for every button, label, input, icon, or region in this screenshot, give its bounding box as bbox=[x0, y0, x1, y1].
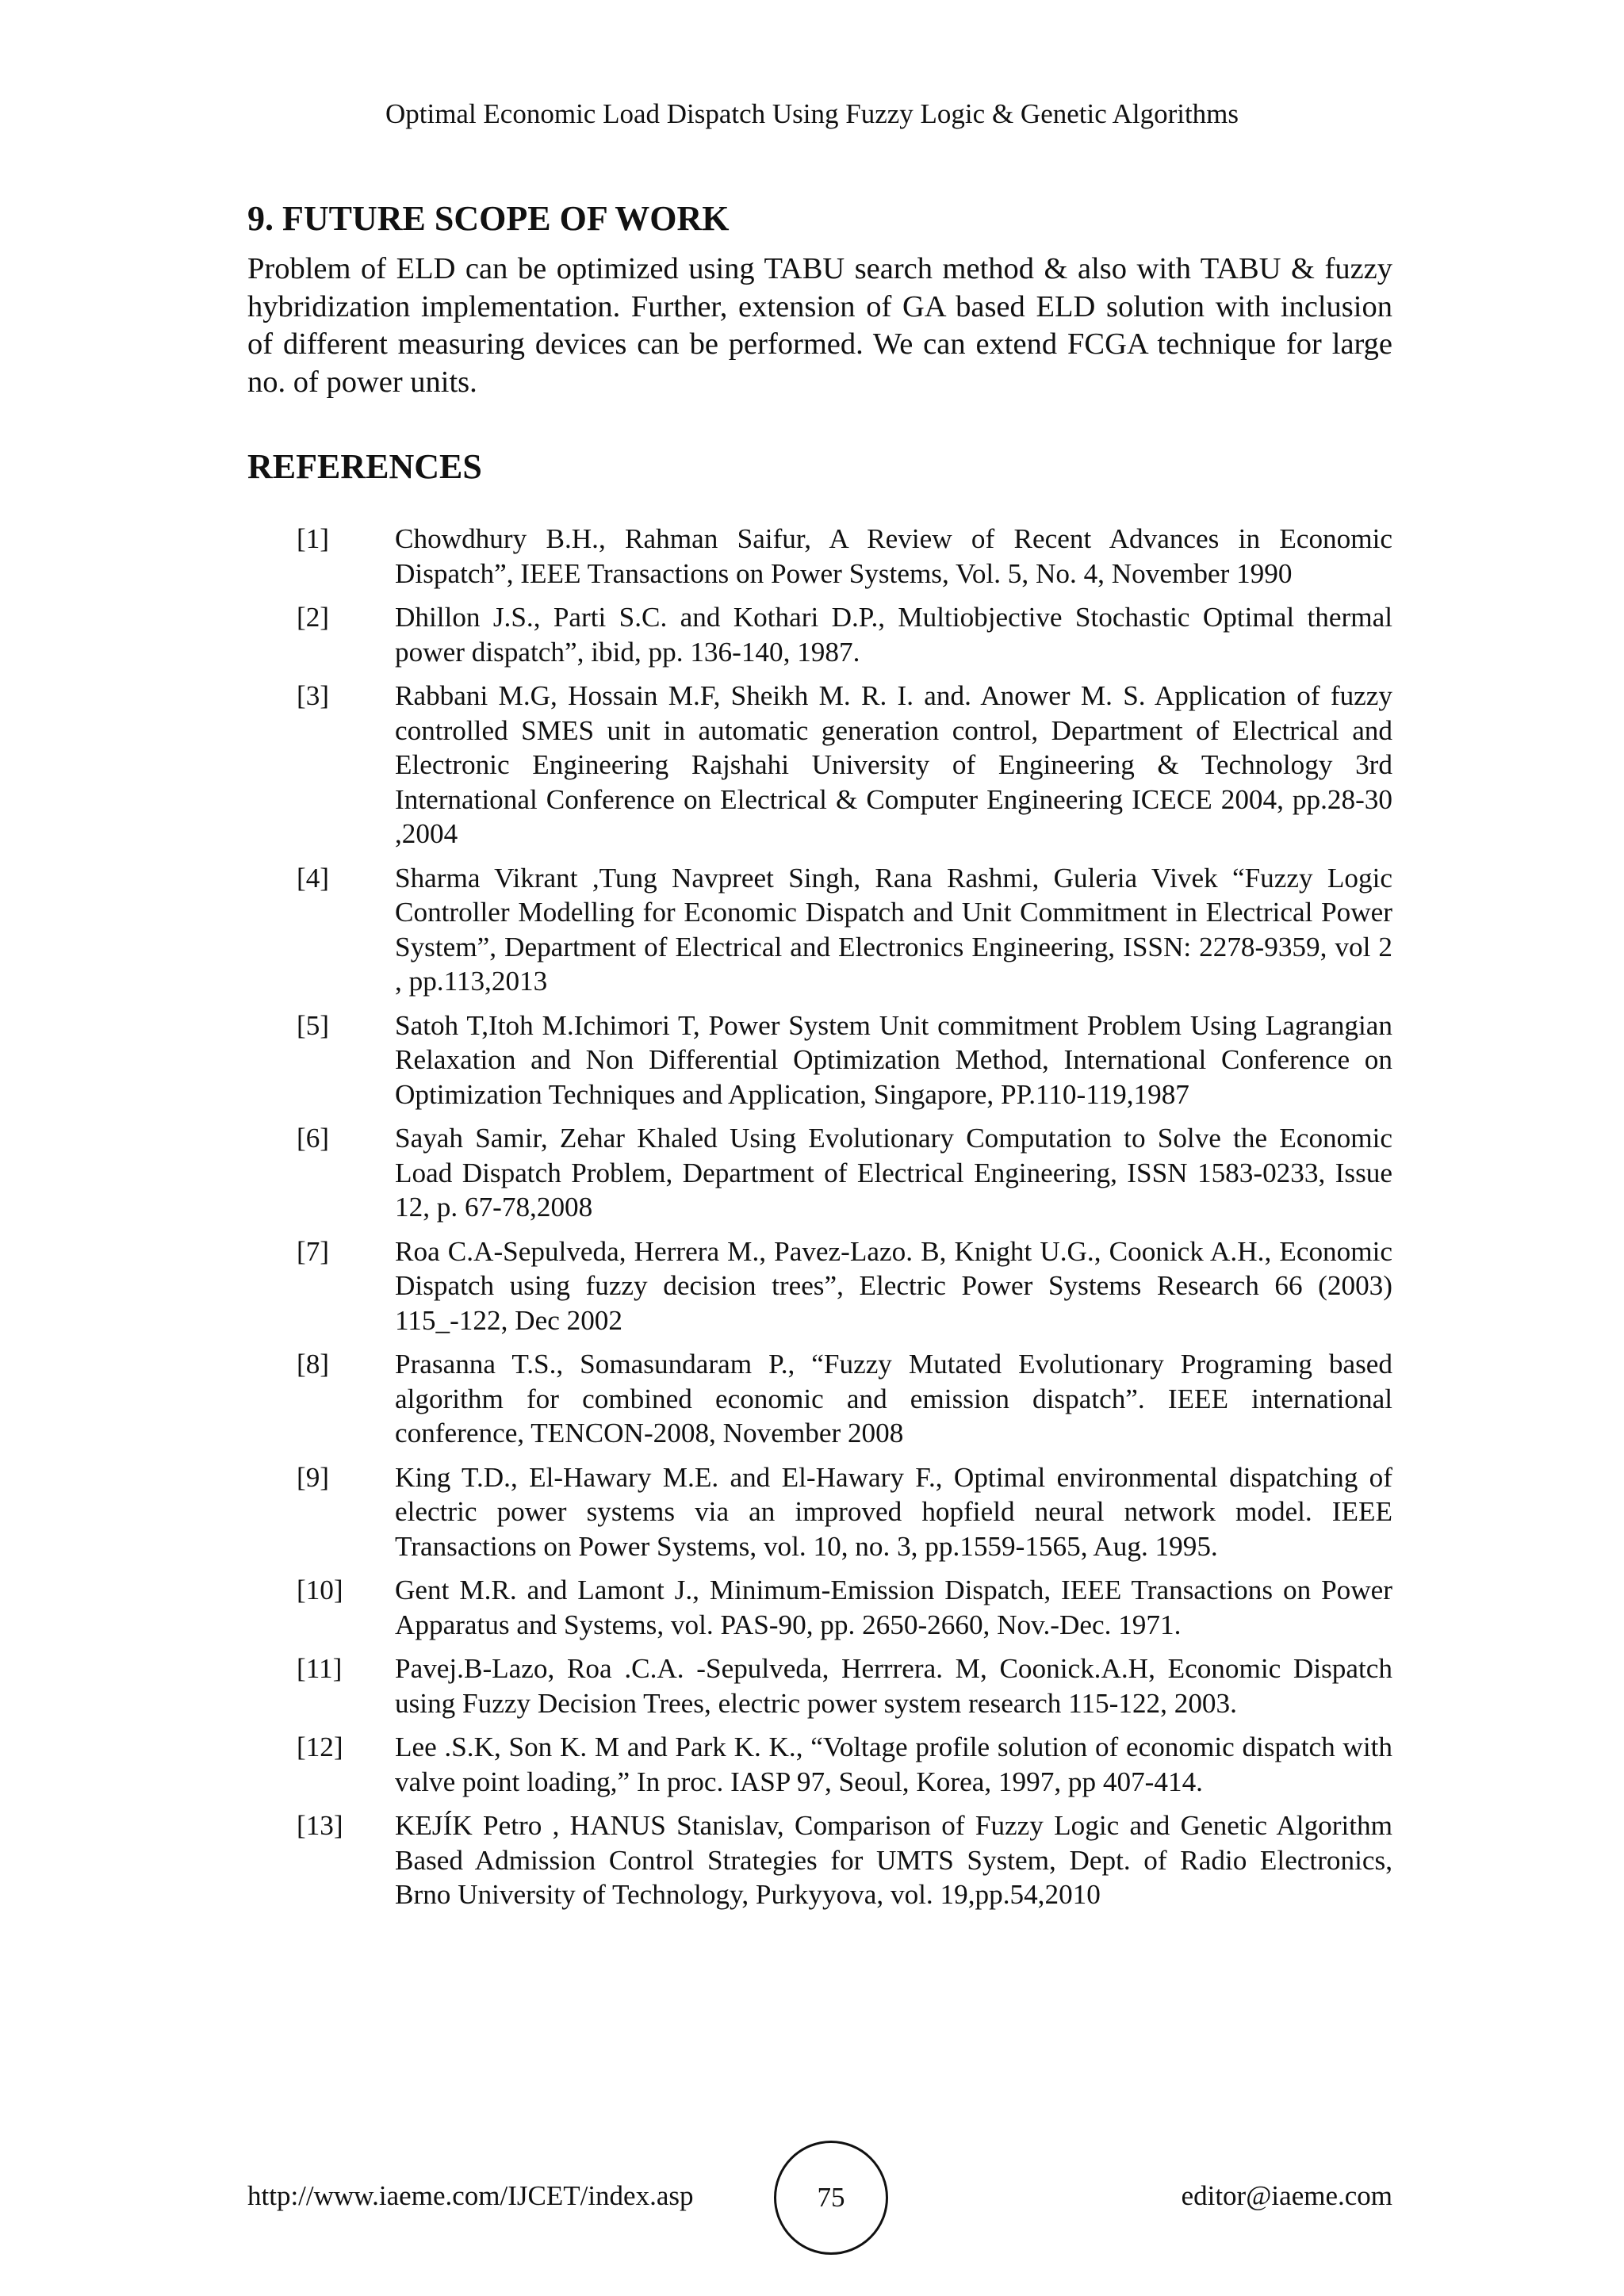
section-body: Problem of ELD can be optimized using TABU search method & also with TABU & fuzzy hybridization implementation. Further, extension of GA based ELD solution with inclusion of different measuring devices can be performed. We can extend FCGA technique for large no. of power units. bbox=[247, 252, 1392, 399]
running-header: Optimal Economic Load Dispatch Using Fuzzy Logic & Genetic Algorithms bbox=[385, 98, 1239, 129]
reference-number: [2] bbox=[297, 602, 330, 633]
reference-number: [5] bbox=[297, 1009, 330, 1041]
page-number: 75 bbox=[817, 2182, 845, 2213]
reference-number: [6] bbox=[297, 1123, 330, 1154]
reference-item bbox=[247, 679, 1392, 851]
reference-item bbox=[247, 522, 1392, 591]
reference-text: Sayah Samir, Zehar Khaled Using Evolutionary Computation to Solve the Economic Load Dispatch Problem, Department of Electrical Engineering, ISSN 1583-0233, Issue 12, p. 67-78,2008 bbox=[395, 1123, 1392, 1223]
reference-number: [11] bbox=[297, 1653, 343, 1684]
reference-item bbox=[247, 861, 1392, 999]
reference-text: Roa C.A-Sepulveda, Herrera M., Pavez-Lazo. B, Knight U.G., Coonick A.H., Economic Dispatch using fuzzy decision trees”, Electric Power Systems Research 66 (2003) 115_-122, Dec 2002 bbox=[395, 1235, 1392, 1336]
reference-text: Pavej.B-Lazo, Roa .C.A. -Sepulveda, Herrrera. M, Coonick.A.H, Economic Dispatch using Fuzzy Decision Trees, electric power system research 115-122, 2003. bbox=[395, 1653, 1392, 1719]
reference-text: Rabbani M.G, Hossain M.F, Sheikh M. R. I. and. Anower M. S. Application of fuzzy controlled SMES unit in automatic generation control, Department of Electrical and Electronic Engineering Rajshahi University of Engineering & Technology 3rd International Conference on Electrical & Computer Engineering ICECE 2004, pp.28-30 ,2004 bbox=[395, 680, 1392, 849]
reference-text: Sharma Vikrant ,Tung Navpreet Singh, Rana Rashmi, Guleria Vivek “Fuzzy Logic Controller Modelling for Economic Dispatch and Unit Commitment in Electrical Power System”, Department of Electrical and Electronics Engineering, ISSN: 2278-9359, vol 2 , pp.113,2013 bbox=[395, 862, 1392, 997]
section-heading: 9. FUTURE SCOPE OF WORK bbox=[247, 199, 730, 238]
reference-number: [10] bbox=[297, 1575, 343, 1605]
references-heading: REFERENCES bbox=[247, 447, 482, 486]
footer-email-link[interactable]: editor@iaeme.com bbox=[1181, 2180, 1392, 2211]
reference-item bbox=[247, 1651, 1392, 1720]
reference-text: Prasanna T.S., Somasundaram P., “Fuzzy Mutated Evolutionary Programing based algorithm for combined economic and emission dispatch”. IEEE international conference, TENCON-2008, November 2008 bbox=[395, 1349, 1392, 1448]
reference-text: Gent M.R. and Lamont J., Minimum-Emission Dispatch, IEEE Transactions on Power Apparatus and Systems, vol. PAS-90, pp. 2650-2660, Nov.-Dec. 1971. bbox=[395, 1575, 1392, 1640]
page-footer bbox=[247, 2141, 1392, 2255]
reference-item bbox=[247, 1730, 1392, 1799]
reference-text: KEJÍK Petro , HANUS Stanislav, Comparison of Fuzzy Logic and Genetic Algorithm Based Admission Control Strategies for UMTS System, Dept. of Radio Electronics, Brno University of Technology, Purkyyova, vol. 19,pp.54,2010 bbox=[395, 1810, 1392, 1910]
page-number-circle bbox=[774, 2141, 888, 2255]
reference-item bbox=[247, 600, 1392, 669]
reference-text: King T.D., El-Hawary M.E. and El-Hawary F., Optimal environmental dispatching of electric power systems via an improved hopfield neural network model. IEEE Transactions on Power Systems, vol. 10, no. 3, pp.1559-1565, Aug. 1995. bbox=[395, 1461, 1392, 1562]
reference-text: Dhillon J.S., Parti S.C. and Kothari D.P., Multiobjective Stochastic Optimal thermal power dispatch”, ibid, pp. 136-140, 1987. bbox=[395, 602, 1392, 668]
reference-list bbox=[247, 522, 1392, 1912]
reference-number: [9] bbox=[297, 1461, 330, 1493]
page-content bbox=[247, 190, 1392, 1922]
reference-text: Satoh T,Itoh M.Ichimori T, Power System Unit commitment Problem Using Lagrangian Relaxation and Non Differential Optimization Method, International Conference on Optimization Techniques and Application, Singapore, PP.110-119,1987 bbox=[395, 1009, 1392, 1110]
reference-number: [12] bbox=[297, 1732, 343, 1762]
reference-text: Lee .S.K, Son K. M and Park K. K., “Voltage profile solution of economic dispatch with valve point loading,” In proc. IASP 97, Seoul, Korea, 1997, pp 407-414. bbox=[395, 1732, 1392, 1797]
reference-item bbox=[247, 1808, 1392, 1912]
reference-number: [7] bbox=[297, 1235, 330, 1267]
reference-item bbox=[247, 1234, 1392, 1338]
reference-number: [3] bbox=[297, 680, 330, 711]
reference-number: [1] bbox=[297, 523, 330, 554]
reference-number: [4] bbox=[297, 862, 330, 894]
reference-item bbox=[247, 1347, 1392, 1451]
reference-number: [8] bbox=[297, 1349, 330, 1380]
reference-number: [13] bbox=[297, 1810, 343, 1841]
reference-item bbox=[247, 1008, 1392, 1112]
reference-text: Chowdhury B.H., Rahman Saifur, A Review of Recent Advances in Economic Dispatch”, IEEE Transactions on Power Systems, Vol. 5, No. 4, November 1990 bbox=[395, 523, 1392, 589]
footer-url-link[interactable]: http://www.iaeme.com/IJCET/index.asp bbox=[247, 2180, 694, 2211]
reference-item bbox=[247, 1573, 1392, 1642]
reference-item bbox=[247, 1121, 1392, 1225]
reference-item bbox=[247, 1460, 1392, 1564]
